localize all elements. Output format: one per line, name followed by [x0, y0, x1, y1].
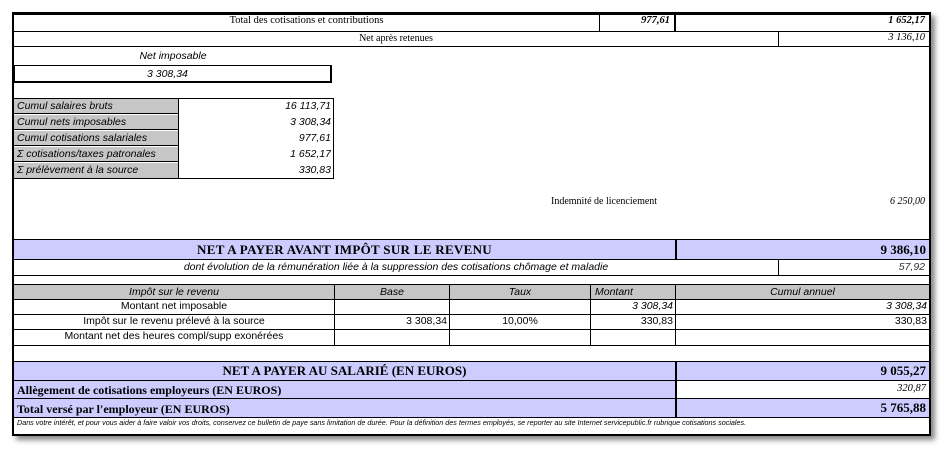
cumul-value: 330,83 — [298, 164, 331, 176]
impot-row-cumul: 330,83 — [894, 316, 927, 327]
net-salarie-label: NET A PAYER AU SALARIÉ (EN EUROS) — [14, 362, 675, 380]
divider — [14, 178, 334, 179]
impot-row-montant: 330,83 — [640, 316, 673, 327]
indemnite-label: Indemnité de licenciement — [551, 197, 658, 207]
payslip-summary — [12, 12, 931, 436]
footer-note: Dans votre intérêt, et pour vous aider à faire valoir vos droits, conservez ce bulletin de paye sans limitation de durée. Pour la définition des termes employés, se reporter au site Internet servicepublic.fr rubrique cotisations sociales. — [17, 419, 747, 427]
impot-row-cumul: 3 308,34 — [886, 301, 927, 312]
total-employeur-label: Total versé par l'employeur (EN EUROS) — [14, 399, 675, 417]
allegement-label: Allègement de cotisations employeurs (EN EUROS) — [14, 381, 675, 398]
indemnite-value: 6 250,00 — [890, 197, 925, 207]
impot-header-montant: Montant — [591, 285, 675, 299]
net-avant-impot-label: NET A PAYER AVANT IMPÔT SUR LE REVENU — [14, 240, 675, 259]
divider — [14, 14, 929, 15]
total-employeur-value: 5 765,88 — [677, 399, 929, 417]
divider — [14, 46, 929, 47]
evolution-value: 57,92 — [898, 262, 925, 273]
total-cotisations-label: Total des cotisations et contributions — [229, 16, 384, 26]
impot-header-cumul: Cumul annuel — [676, 285, 929, 299]
impot-header-taux: Taux — [450, 285, 590, 299]
cumul-label: Σ cotisations/taxes patronales — [14, 147, 178, 162]
total-salarial-value: 977,61 — [641, 16, 670, 26]
divider — [14, 417, 929, 418]
impot-row-label: Montant net des heures compl/supp exonérées — [64, 331, 284, 342]
total-patronal-value: 1 652,17 — [888, 16, 925, 26]
cumul-value: 16 113,71 — [285, 100, 331, 112]
cumul-label: Cumul cotisations salariales — [14, 131, 178, 146]
divider — [14, 259, 929, 260]
divider — [14, 31, 929, 32]
net-imposable-box — [14, 65, 332, 83]
cumul-label: Cumul salaires bruts — [14, 99, 178, 114]
cumul-label: Σ prélèvement à la source — [14, 163, 178, 178]
divider — [14, 299, 929, 300]
divider — [14, 329, 929, 330]
net-apres-retenues-label: Net après retenues — [359, 34, 433, 44]
divider — [333, 98, 334, 178]
impot-row-taux: 10,00% — [502, 316, 538, 327]
net-imposable-value: 3 308,34 — [147, 68, 188, 80]
cumul-value: 977,61 — [298, 132, 331, 144]
net-salarie-value: 9 055,27 — [677, 362, 929, 380]
divider — [14, 314, 929, 315]
evolution-note: dont évolution de la rémunération liée à la suppression des cotisations chômage et maladie — [183, 262, 609, 273]
net-avant-impot-value: 9 386,10 — [677, 240, 929, 259]
impot-header-base: Base — [335, 285, 449, 299]
cumul-label: Cumul nets imposables — [14, 115, 178, 130]
cumul-value: 3 308,34 — [290, 116, 331, 128]
net-imposable-label: Net imposable — [139, 51, 207, 62]
impot-row-label: Impôt sur le revenu prélevé à la source — [83, 316, 265, 327]
cumul-value: 1 652,17 — [290, 148, 331, 160]
impot-row-base: 3 308,34 — [406, 316, 447, 327]
divider — [14, 345, 929, 346]
impot-header-label: Impôt sur le revenu — [14, 285, 334, 299]
cumuls-table — [14, 98, 334, 178]
divider — [14, 275, 929, 276]
impot-row-label: Montant net imposable — [120, 301, 228, 312]
impot-row-montant: 3 308,34 — [632, 301, 673, 312]
net-apres-retenues-value: 3 136,10 — [888, 33, 925, 43]
impot-table — [14, 284, 929, 346]
allegement-value: 320,87 — [897, 383, 926, 394]
